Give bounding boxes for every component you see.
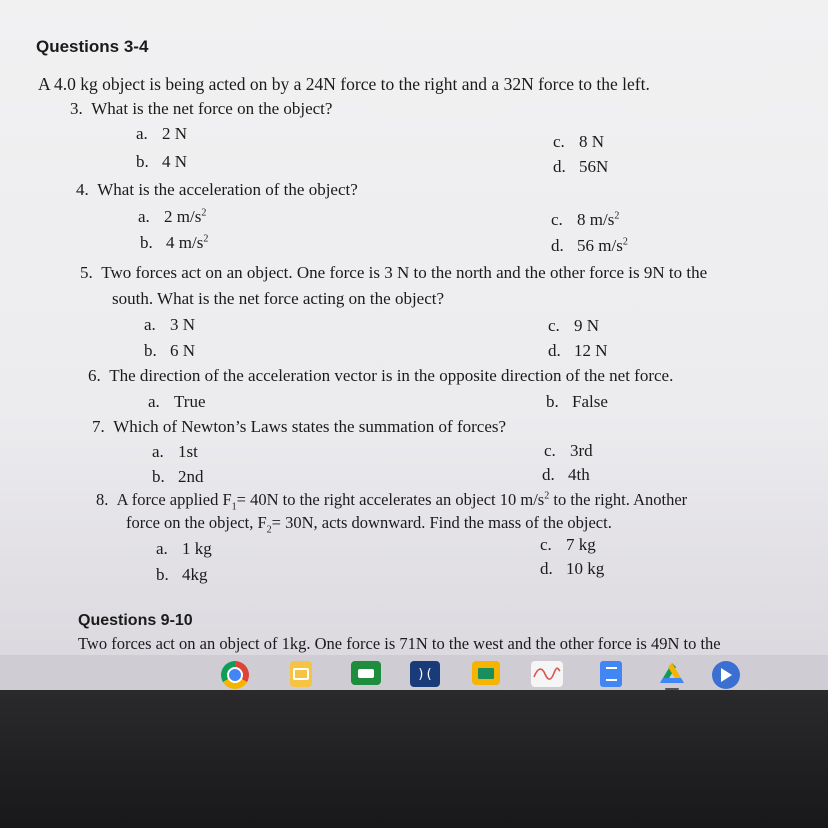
q5-option-a[interactable] [144,315,195,335]
slides-icon[interactable] [472,661,500,685]
laptop-bezel [0,690,828,828]
question-number: 8. [96,490,109,509]
option-text: 2 N [162,124,188,143]
q4-option-d[interactable] [551,236,628,256]
option-text: 10 kg [566,559,605,578]
option-letter: b. [144,341,157,360]
q7-option-c[interactable] [544,441,593,461]
classroom-icon[interactable] [351,661,381,685]
question-text-part-3: to the right. Another [549,490,688,509]
question-8 [96,490,688,513]
slides-glyph [478,668,494,679]
question-number: 4. [76,180,89,199]
option-letter: d. [542,465,555,484]
q7-option-d[interactable] [542,465,590,485]
q3-option-d[interactable] [553,157,608,177]
section-stem-3-4: A 4.0 kg object is being acted on by a 24N force to the right and a 32N force to the left. [38,74,650,94]
chrome-center [227,667,243,683]
q5-option-b[interactable] [144,341,195,361]
question-text-part-4: force on the object, F [126,513,267,532]
option-letter: c. [540,535,552,554]
question-7 [92,417,506,437]
option-text: False [572,392,608,411]
exponent: 2 [203,233,209,245]
graph-icon[interactable] [531,661,563,687]
q8-option-d[interactable] [540,559,604,579]
question-number: 7. [92,417,105,436]
q8-option-c[interactable] [540,535,596,555]
question-number: 6. [88,366,101,385]
docs-icon[interactable] [600,661,622,687]
exponent: 2 [614,210,620,222]
option-letter: b. [140,233,153,252]
option-letter: d. [540,559,553,578]
q3-option-a[interactable] [136,124,187,144]
section-heading-9-10: Questions 9-10 [78,612,193,629]
files-glyph [293,668,309,680]
q4-option-b[interactable] [140,233,208,253]
option-text: 4th [568,465,590,484]
question-6 [88,366,673,386]
files-icon[interactable] [290,661,312,687]
option-letter: a. [136,124,148,143]
option-letter: a. [144,315,156,334]
q6-option-a[interactable] [148,392,206,412]
question-text: The direction of the acceleration vector is in the opposite direction of the net force. [109,366,674,385]
question-number: 5. [80,263,93,282]
question-text-part-2: = 40N to the right accelerates an object 10 m/s [236,490,545,509]
q3-option-c[interactable] [553,132,604,152]
question-text: What is the acceleration of the object? [97,180,358,199]
option-letter: b. [156,565,169,584]
drive-triangle [656,661,688,687]
question-text-line-1: Two forces act on an object. One force is 3 N to the north and the other force is 9N to the [101,263,708,282]
option-text: 1st [178,442,198,461]
option-letter: b. [136,152,149,171]
q3-option-b[interactable] [136,152,187,172]
question-5-line-2: south. What is the net force acting on the object? [112,289,445,308]
q8-option-b[interactable] [156,565,208,585]
option-letter: a. [138,207,150,226]
option-letter: b. [152,467,165,486]
drive-icon[interactable] [656,661,688,687]
q7-option-a[interactable] [152,442,198,462]
section-heading-3-4: Questions 3-4 [36,37,149,56]
option-text: 3rd [570,441,593,460]
docs-glyph [606,667,617,681]
question-text-part-1: A force applied F [116,490,232,509]
option-letter: c. [544,441,556,460]
q7-option-b[interactable] [152,467,204,487]
exponent: 2 [544,490,550,502]
option-letter: a. [152,442,164,461]
option-text: 12 N [574,341,608,360]
play-store-icon[interactable] [712,661,740,689]
option-letter: b. [546,392,559,411]
option-text: 9 N [574,316,600,335]
question-3 [70,99,332,119]
option-text: 2nd [178,467,204,486]
option-letter: d. [551,236,564,255]
q5-option-d[interactable] [548,341,608,361]
question-5 [80,263,707,283]
option-text: 3 N [170,315,196,334]
option-text: 1 kg [182,539,212,558]
option-text: 56 m/s [577,236,623,255]
option-text: 56N [579,157,609,176]
code-icon[interactable]: )( [410,661,440,687]
option-text: 8 N [579,132,605,151]
q4-option-a[interactable] [138,207,206,227]
option-letter: c. [548,316,560,335]
question-4 [76,180,358,200]
exponent: 2 [622,236,628,248]
option-letter: a. [156,539,168,558]
question-text: What is the net force on the object? [91,99,333,118]
subscript-1: 1 [231,501,237,513]
graph-curve [533,665,561,683]
play-glyph [719,667,733,683]
question-number: 3. [70,99,83,118]
option-text: 4 N [162,152,188,171]
option-text: 4 m/s [166,233,204,252]
q5-option-c[interactable] [548,316,599,336]
question-8-line-2 [126,513,612,536]
question-text: Which of Newton’s Laws states the summation of forces? [113,417,507,436]
q4-option-c[interactable] [551,210,619,230]
chrome-icon[interactable] [221,661,249,689]
classroom-glyph [358,669,374,678]
option-text: 7 kg [566,535,596,554]
option-text: 2 m/s [164,207,202,226]
option-letter: d. [553,157,566,176]
app-shelf [0,655,828,690]
option-letter: d. [548,341,561,360]
option-text: True [174,392,206,411]
option-text: 6 N [170,341,196,360]
q6-option-b[interactable] [546,392,608,412]
section-stem-9-10: Two forces act on an object of 1kg. One force is 71N to the west and the other force is 49N to the [78,634,721,653]
q8-option-a[interactable] [156,539,212,559]
option-letter: c. [553,132,565,151]
option-letter: c. [551,210,563,229]
option-text: 4kg [182,565,208,584]
subscript-2: 2 [266,524,272,536]
exponent: 2 [201,207,207,219]
option-text: 8 m/s [577,210,615,229]
question-text-part-5: = 30N, acts downward. Find the mass of the object. [271,513,612,532]
option-letter: a. [148,392,160,411]
